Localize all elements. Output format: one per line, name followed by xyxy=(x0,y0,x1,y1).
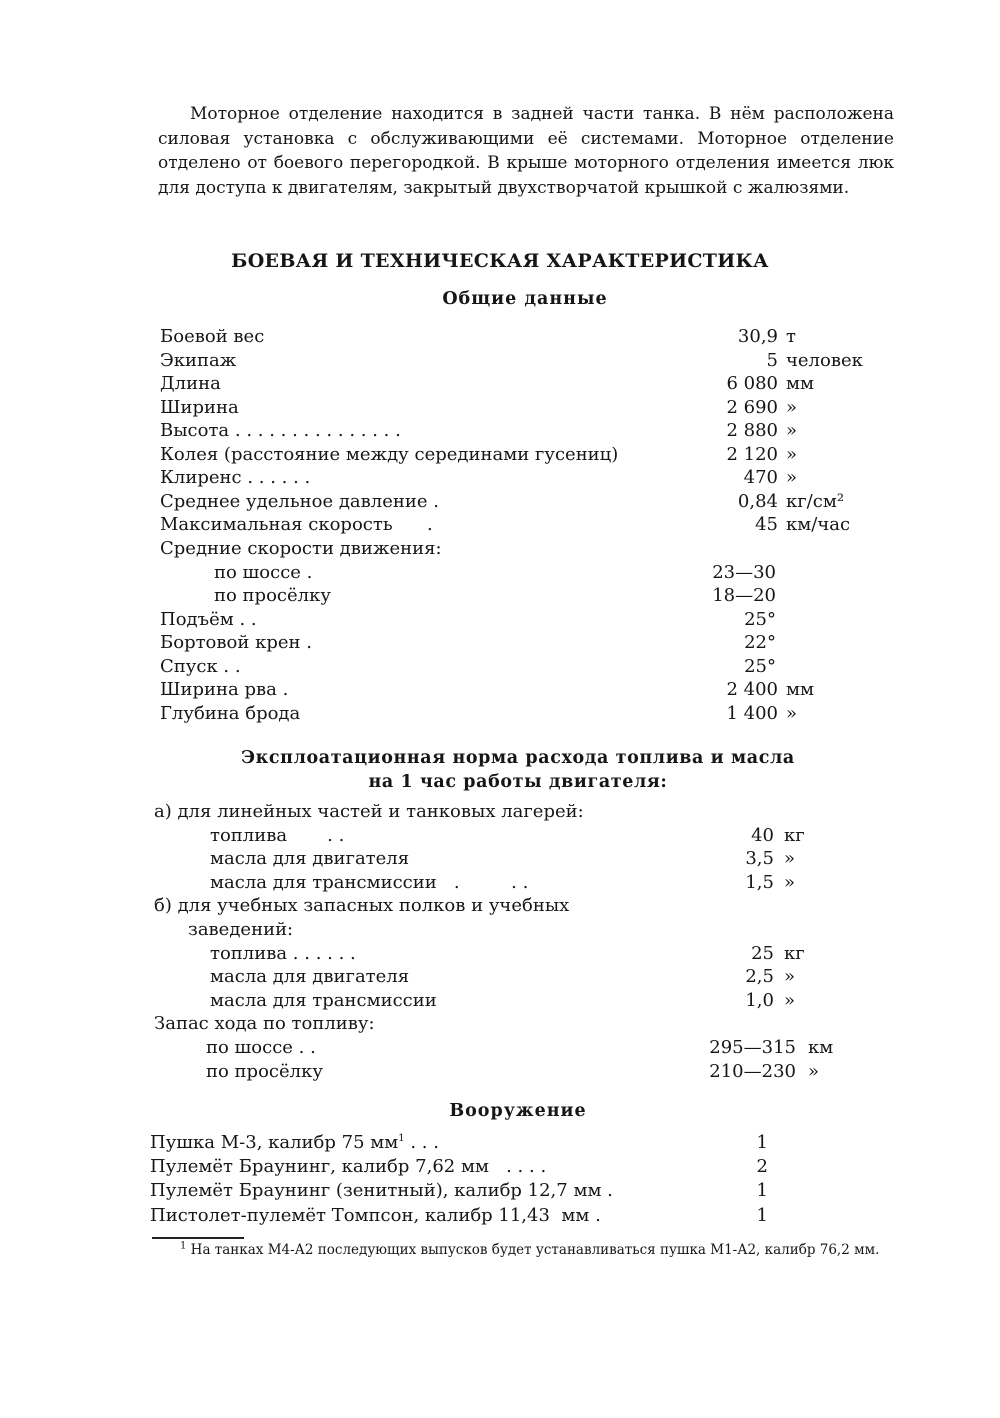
spec-value: 23—30 xyxy=(712,561,776,583)
spec-row xyxy=(0,443,1000,467)
spec-label: Бортовой крен . xyxy=(160,632,312,654)
footnote xyxy=(152,1240,890,1260)
consumption-label: по просёлку xyxy=(206,1060,323,1082)
consumption-row xyxy=(0,1036,1000,1060)
spec-unit: » xyxy=(786,420,798,442)
footnote-text: На танках М4-А2 последующих выпусков будет устанавливаться пушка М1-А2, калибр 76,2 мм. xyxy=(190,1242,880,1258)
consumption-label: топлива . . xyxy=(210,824,345,846)
spec-row xyxy=(0,584,1000,608)
spec-label: Экипаж xyxy=(160,349,237,371)
consumption-row xyxy=(0,1012,1000,1036)
spec-row xyxy=(0,655,1000,679)
consumption-value: 2,5 xyxy=(745,966,774,988)
armament-row xyxy=(0,1155,1000,1179)
leader-dots: . . . . xyxy=(488,1156,547,1178)
consumption-row xyxy=(0,918,1000,942)
consumption-value: 25 xyxy=(751,942,774,964)
spec-value: 2 690 xyxy=(726,396,778,418)
spec-row xyxy=(0,678,1000,702)
spec-unit: км/час xyxy=(786,514,851,536)
spec-row xyxy=(0,372,1000,396)
spec-value: 2 400 xyxy=(726,679,778,701)
armament-count: 2 xyxy=(756,1156,768,1178)
spec-label: Ширина xyxy=(160,396,239,418)
spec-row xyxy=(0,608,1000,632)
spec-value: 2 880 xyxy=(726,420,778,442)
armament-name: Пушка М-3, калибр 75 мм xyxy=(150,1132,399,1153)
spec-value: 1 400 xyxy=(726,702,778,724)
consumption-value: 40 xyxy=(751,824,774,846)
footnote-ref: 1 xyxy=(398,1133,405,1144)
spec-value: 0,84 xyxy=(737,490,778,512)
spec-label: Длина xyxy=(160,373,221,395)
armament-heading: Вооружение xyxy=(449,1101,587,1121)
spec-unit: мм xyxy=(786,373,815,395)
consumption-unit: кг xyxy=(784,824,805,846)
spec-value: 18—20 xyxy=(712,585,776,607)
spec-value: 45 xyxy=(755,514,778,536)
consumption-label: по шоссе . . xyxy=(206,1037,316,1058)
intro-paragraph: Моторное отделение находится в задней части танка. В нём расположена силовая установка с обслуживающими её системами. Моторное отделение отделено от боевого перегородкой. В крыше моторного отделения имеется люк для доступа к двигателям, закрытый двухстворчатой крышкой с жалюзями. xyxy=(158,104,894,198)
spec-unit: человек xyxy=(786,349,863,371)
spec-value: 25° xyxy=(744,608,776,630)
spec-unit: » xyxy=(786,467,798,489)
spec-value: 25° xyxy=(744,655,776,677)
spec-row xyxy=(0,466,1000,490)
spec-label: Боевой вес xyxy=(160,326,265,347)
spec-unit: мм xyxy=(786,679,815,701)
consumption-heading-line1: Эксплоатационная норма расхода топлива и масла xyxy=(241,748,795,768)
consumption-row xyxy=(0,989,1000,1013)
armament-label xyxy=(150,1155,546,1179)
consumption-value: 1,5 xyxy=(745,871,774,893)
consumption-unit: » xyxy=(784,871,796,893)
spec-value: 6 080 xyxy=(726,373,778,395)
spec-value: 30,9 xyxy=(737,326,778,347)
spec-unit: » xyxy=(786,702,798,724)
main-heading: БОЕВАЯ И ТЕХНИЧЕСКАЯ ХАРАКТЕРИСТИКА xyxy=(231,250,769,272)
spec-label: Среднее удельное давление . xyxy=(160,490,439,512)
consumption-row xyxy=(0,1060,1000,1084)
spec-row xyxy=(0,419,1000,443)
consumption-row xyxy=(0,824,1000,848)
consumption-unit: » xyxy=(784,966,796,988)
consumption-row xyxy=(0,965,1000,989)
consumption-value: 210—230 xyxy=(709,1060,796,1082)
spec-label: по просёлку xyxy=(214,585,331,607)
spec-row xyxy=(0,513,1000,537)
spec-label: Высота . . . . . . . . . . . . . . . xyxy=(160,420,401,442)
spec-value: 470 xyxy=(743,467,778,489)
spec-unit: » xyxy=(786,396,798,418)
consumption-value: 3,5 xyxy=(745,848,774,870)
spec-value: 5 xyxy=(766,349,778,371)
spec-label: Максимальная скорость . xyxy=(160,514,433,536)
consumption-heading-line2: на 1 час работы двигателя: xyxy=(368,772,668,792)
consumption-label: масла для двигателя xyxy=(210,966,410,988)
consumption-label: масла для трансмиссии xyxy=(210,989,437,1011)
spec-unit: т xyxy=(786,326,796,347)
consumption-label: заведений: xyxy=(188,919,294,940)
spec-row xyxy=(0,490,1000,514)
spec-row xyxy=(0,537,1000,561)
consumption-unit: кг xyxy=(784,942,805,964)
consumption-row xyxy=(0,894,1000,918)
armament-name: Пулемёт Браунинг, калибр 7,62 мм xyxy=(150,1156,489,1178)
footnote-divider xyxy=(152,1237,244,1239)
spec-value: 22° xyxy=(744,632,776,654)
consumption-unit: » xyxy=(784,848,796,870)
spec-label: по шоссе . xyxy=(214,561,313,583)
spec-row xyxy=(0,325,1000,349)
armament-label xyxy=(150,1131,439,1155)
spec-row xyxy=(0,561,1000,585)
armament-label xyxy=(150,1179,613,1203)
footnote-mark: 1 xyxy=(180,1240,187,1252)
general-heading: Общие данные xyxy=(442,289,608,309)
spec-label: Ширина рва . xyxy=(160,679,289,701)
armament-count: 1 xyxy=(756,1204,768,1226)
armament-name: Пистолет-пулемёт Томпсон, калибр 11,43 мм . xyxy=(150,1204,601,1226)
spec-label: Клиренс . . . . . . xyxy=(160,467,311,489)
consumption-row xyxy=(0,871,1000,895)
spec-row xyxy=(0,631,1000,655)
spec-unit: кг/см² xyxy=(786,490,845,512)
armament-count: 1 xyxy=(756,1180,768,1202)
armament-label xyxy=(150,1204,601,1228)
consumption-label: б) для учебных запасных полков и учебных xyxy=(154,895,570,917)
consumption-label: топлива . . . . . . xyxy=(210,942,356,964)
consumption-label: Запас хода по топливу: xyxy=(154,1013,375,1035)
consumption-label: масла для трансмиссии . . . xyxy=(210,871,529,893)
consumption-row xyxy=(0,847,1000,871)
consumption-value: 295—315 xyxy=(709,1037,796,1058)
spec-row xyxy=(0,349,1000,373)
consumption-label: масла для двигателя xyxy=(210,848,410,870)
armament-row xyxy=(0,1204,1000,1228)
consumption-label: а) для линейных частей и танковых лагерей: xyxy=(154,801,584,822)
spec-label: Глубина брода xyxy=(160,702,301,724)
consumption-value: 1,0 xyxy=(745,989,774,1011)
armament-row xyxy=(0,1179,1000,1203)
consumption-heading xyxy=(18,746,1000,794)
leader-dots: . . . xyxy=(404,1132,439,1153)
armament-count: 1 xyxy=(756,1132,768,1153)
armament-row xyxy=(0,1131,1000,1155)
spec-label: Спуск . . xyxy=(160,655,241,677)
spec-label: Средние скорости движения: xyxy=(160,537,442,559)
spec-unit: » xyxy=(786,443,798,465)
consumption-unit: » xyxy=(784,989,796,1011)
spec-value: 2 120 xyxy=(726,443,778,465)
consumption-unit: км xyxy=(808,1037,834,1058)
spec-label: Колея (расстояние между серединами гусениц) xyxy=(160,443,619,465)
spec-row xyxy=(0,702,1000,726)
armament-name: Пулемёт Браунинг (зенитный), калибр 12,7 мм . xyxy=(150,1180,613,1202)
spec-label: Подъём . . xyxy=(160,608,257,630)
consumption-row xyxy=(0,942,1000,966)
consumption-row xyxy=(0,800,1000,824)
spec-row xyxy=(0,396,1000,420)
consumption-unit: » xyxy=(808,1060,820,1082)
